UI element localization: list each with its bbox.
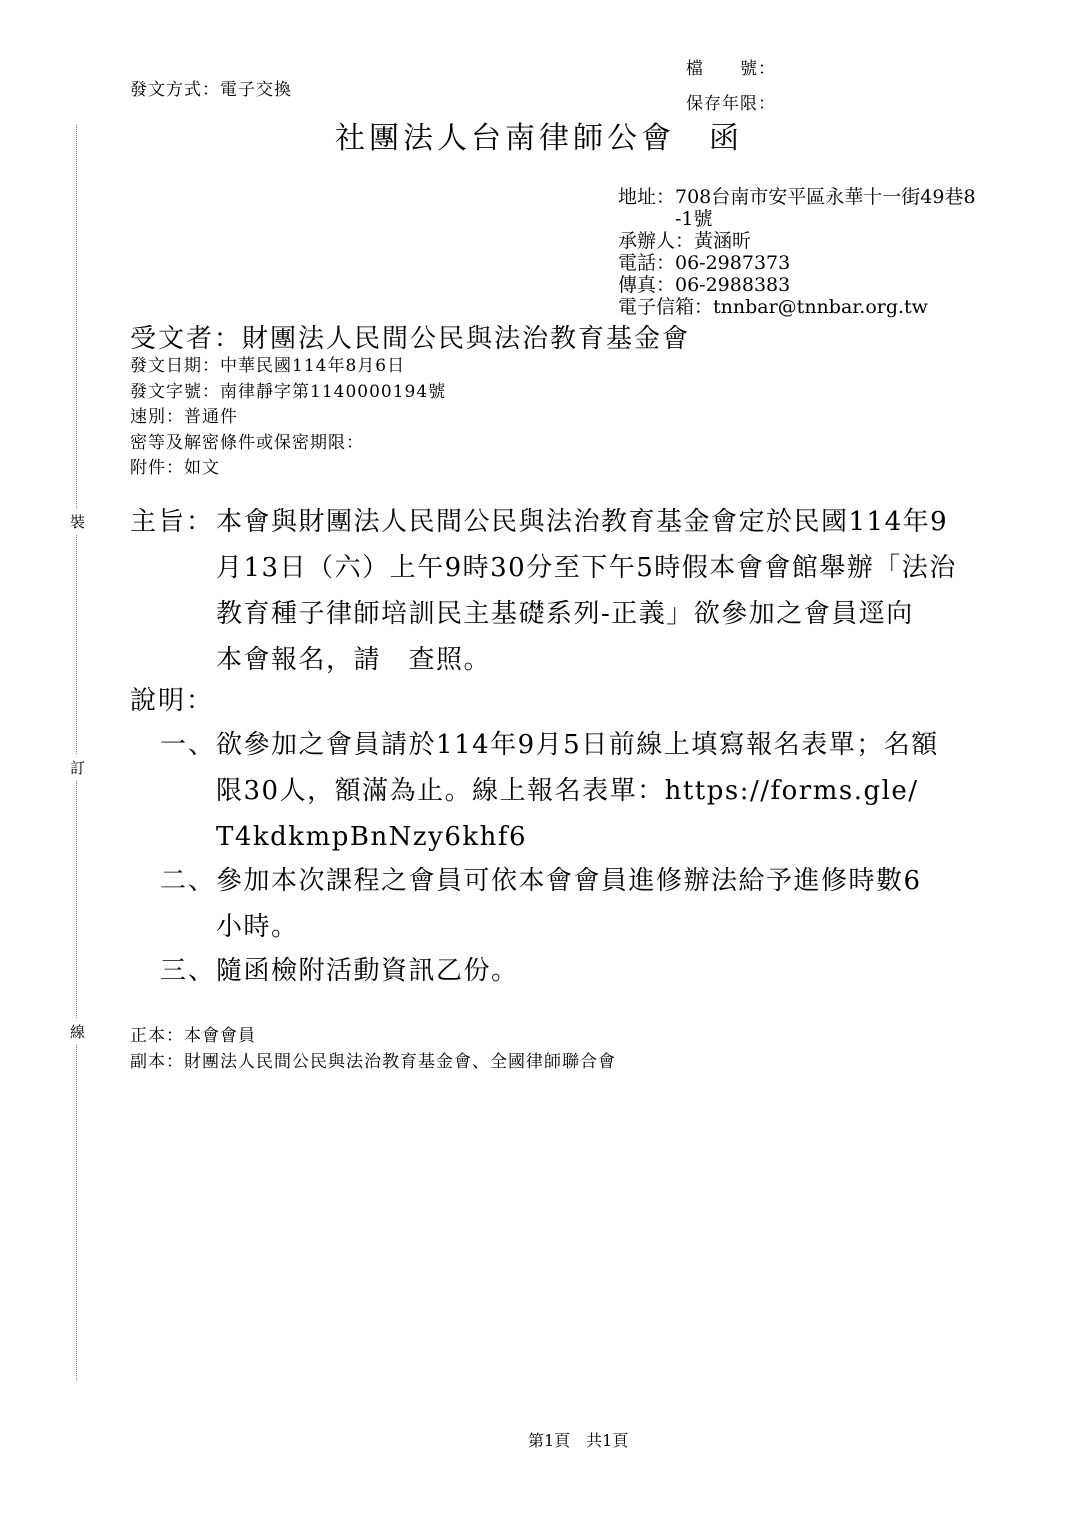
explanation-line: 隨函檢附活動資訊乙份。: [216, 956, 519, 986]
delivery-method: 發文方式：電子交換: [130, 80, 292, 100]
document-number: 發文字號：南律靜字第1140000194號: [130, 381, 447, 402]
address-line-1: 地址：708台南市安平區永華十一街49巷8: [618, 186, 976, 208]
original-recipients: 正本：本會會員: [130, 1026, 256, 1046]
meta-block: [130, 354, 446, 482]
subject-line: 教育種子律師培訓民主基礎系列-正義」欲參加之會員逕向: [216, 599, 914, 629]
page-number: 第1頁 共1頁: [528, 1431, 629, 1450]
email: 電子信箱：tnnbar@tnnbar.org.tw: [618, 296, 928, 318]
binding-mark-zhuang: 裝: [70, 508, 85, 535]
subject-line: 本會與財團法人民間公民與法治教育基金會定於民國114年9: [216, 507, 949, 537]
explanation-line: T4kdkmpBnNzy6khf6: [216, 822, 528, 852]
classification: 密等及解密條件或保密期限：: [130, 432, 364, 453]
handler: 承辦人：黃涵昕: [618, 230, 752, 252]
attachment: 附件：如文: [130, 458, 220, 478]
document-title: 社團法人台南律師公會 函: [335, 121, 743, 156]
explanation-item-3: [216, 948, 519, 994]
explanation-line: 小時。: [216, 912, 299, 942]
subject-text: [216, 499, 957, 683]
binding-mark-xian: 線: [70, 1018, 85, 1045]
explanation-line: 限30人，額滿為止。線上報名表單：https://forms.gle/: [216, 776, 919, 806]
priority: 速別：普通件: [130, 407, 238, 427]
subject-line: 本會報名，請 查照。: [216, 645, 492, 675]
recipient: 受文者：財團法人民間公民與法治教育基金會: [130, 324, 691, 354]
explanation-item-marker: 一、: [160, 730, 217, 760]
explanation-label: 說明：: [130, 686, 215, 716]
contact-block: [618, 186, 976, 318]
binding-mark-ding: 訂: [70, 754, 85, 781]
binding-dotted-line: [76, 125, 77, 1380]
explanation-line: 欲參加之會員請於114年9月5日前線上填寫報名表單；名額: [216, 730, 939, 760]
fax: 傳真：06-2988383: [618, 274, 791, 296]
phone: 電話：06-2987373: [618, 252, 791, 274]
copy-recipients: 副本：財團法人民間公民與法治教育基金會、全國律師聯合會: [130, 1052, 616, 1072]
file-number-label: 檔 號：: [686, 59, 776, 79]
subject-line: 月13日（六）上午9時30分至下午5時假本會會館舉辦「法治: [216, 553, 957, 583]
address-line-2: -1號: [675, 208, 713, 230]
explanation-item-2: [216, 858, 922, 950]
explanation-item-marker: 三、: [160, 956, 217, 986]
subject-label: 主旨：: [130, 507, 215, 537]
issue-date: 發文日期：中華民國114年8月6日: [130, 356, 406, 376]
explanation-item-1: [216, 722, 939, 860]
retention-period-label: 保存年限：: [686, 94, 776, 114]
explanation-item-marker: 二、: [160, 866, 217, 896]
explanation-line: 參加本次課程之會員可依本會會員進修辦法給予進修時數6: [216, 866, 922, 896]
